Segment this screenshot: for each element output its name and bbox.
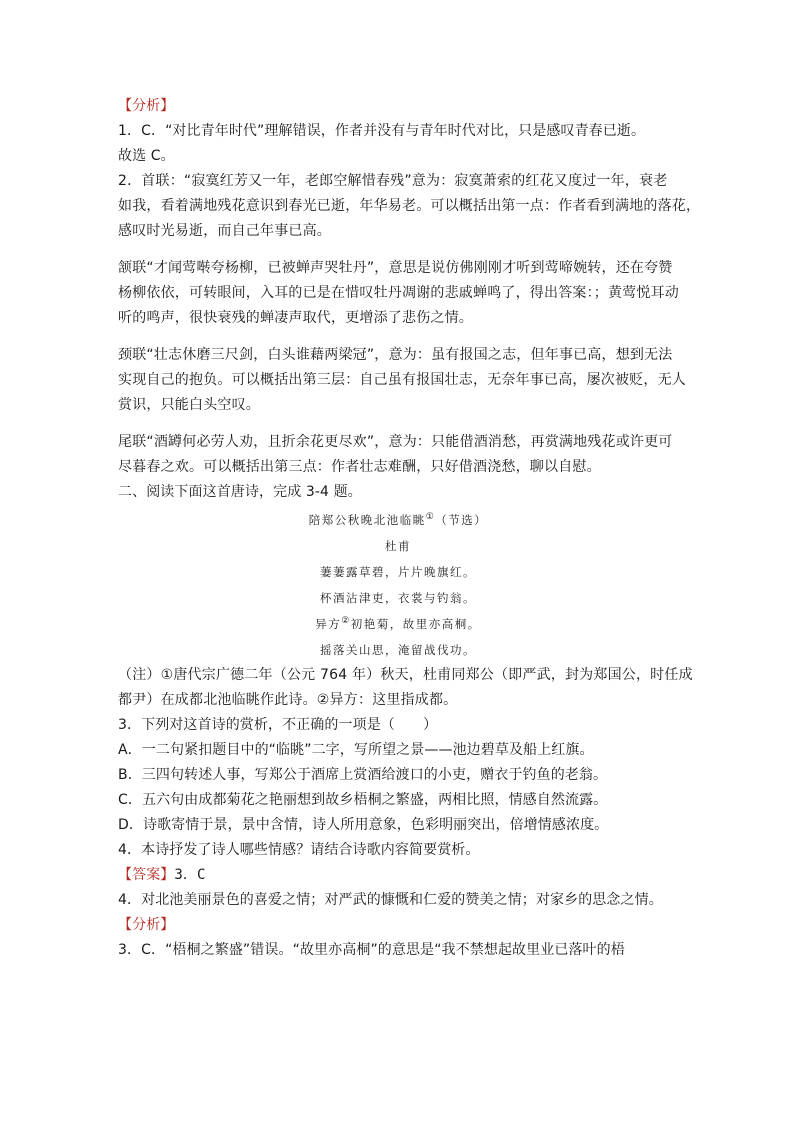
text-line: 感叹时光易逝，而自己年事已高。 bbox=[118, 223, 331, 239]
text-line: （注）①唐代宗广德二年（公元 764 年）秋天，杜甫同郑公（即严武，封为郑国公，时任成 bbox=[118, 667, 693, 683]
option-d: D．诗歌寄情于景，景中含情，诗人所用意象，色彩明丽突出，倍增情感浓度。 bbox=[118, 817, 609, 833]
analysis-tag-2: 【分析】 bbox=[118, 917, 175, 933]
option-c: C．五六句由成都菊花之艳丽想到故乡梧桐之繁盛，两相比照，情感自然流露。 bbox=[118, 792, 608, 808]
poem-notes bbox=[118, 663, 693, 713]
poem-line: 异方②初艳菊，故里亦高桐。 bbox=[315, 616, 481, 631]
analysis-tag: 【分析】 bbox=[118, 98, 175, 114]
poem-author: 杜甫 bbox=[385, 539, 411, 553]
text-line: 杨柳依依，可转眼间，入耳的已是在惜叹牡丹凋谢的悲戚蝉鸣了，得出答案：；黄莺悦耳动 bbox=[118, 285, 679, 301]
q2-weilian bbox=[118, 430, 678, 480]
analysis-q3: 3．C．“梧桐之繁盛”错误。“故里亦高桐”的意思是“我不禁想起故里业已落叶的梧 bbox=[118, 942, 625, 958]
poem-title: 陪郑公秋晚北池临眺①（节选） bbox=[308, 512, 488, 527]
text-line: 尽暮春之欢。可以概括出第三点：作者壮志难酬，只好借酒浇愁，聊以自慰。 bbox=[118, 459, 601, 475]
answer-q4: 4．对北池美丽景色的喜爱之情；对严武的慷慨和仁爱的赞美之情；对家乡的思念之情。 bbox=[118, 892, 663, 908]
answer-tag: 【答案】 bbox=[118, 867, 175, 883]
option-b: B．三四句转述人事，写郑公于酒席上赏酒给渡口的小吏，赠衣于钓鱼的老翁。 bbox=[118, 767, 608, 783]
q2-jinglian bbox=[118, 343, 686, 418]
poem-line: 萋萋露草碧，片片晚旗红。 bbox=[320, 565, 476, 579]
q2-hanlian bbox=[118, 256, 678, 331]
question-4: 4．本诗抒发了诗人哪些情感？请结合诗歌内容简要赏析。 bbox=[118, 842, 480, 858]
q1-analysis: 1．C．“对比青年时代”理解错误，作者并没有与青年时代对比，只是感叹青春已逝。 bbox=[118, 123, 646, 139]
poem-line: 杯酒沾津吏，衣裳与钓翁。 bbox=[320, 591, 476, 605]
q2-shoulian bbox=[118, 169, 701, 244]
text-line: 尾联“酒罇何必劳人劝，且折余花更尽欢”，意为：只能借酒消愁，再赏满地残花或许更可 bbox=[118, 434, 673, 450]
text-line: 实现自己的抱负。可以概括出第三层：自己虽有报国壮志，无奈年事已高，屡次被贬，无人 bbox=[118, 372, 686, 388]
answer-row bbox=[118, 863, 678, 888]
text-line: 颔联“才闻莺啭夸杨柳，已被蝉声哭牡丹”，意思是说仿佛刚刚才听到莺啼婉转，还在夸赞 bbox=[118, 260, 673, 276]
document-page bbox=[118, 94, 701, 963]
poem-line: 摇落关山思，淹留战伐功。 bbox=[320, 643, 476, 657]
text-line: 赏识，只能白头空叹。 bbox=[118, 397, 260, 413]
option-a: A．一二句紧扣题目中的“临眺”二字，写所望之景——池边碧草及船上红旗。 bbox=[118, 742, 594, 758]
footnote-marker: ① bbox=[425, 512, 436, 523]
text-line: 都尹）在成都北池临眺作此诗。②异方：这里指成都。 bbox=[118, 692, 458, 708]
section2-heading: 二、阅读下面这首唐诗，完成 3-4 题。 bbox=[118, 484, 362, 500]
answer-q3: 3．C bbox=[174, 867, 206, 883]
question-3: 3．下列对这首诗的赏析，不正确的一项是（ ） bbox=[118, 717, 438, 733]
text-line: 2．首联：“寂寞红芳又一年，老郎空解惜春残”意为：寂寞萧索的红花又度过一年，衰老 bbox=[118, 173, 668, 189]
q1-choice: 故选 C。 bbox=[118, 148, 175, 164]
text-line: 如我，看着满地残花意识到春光已逝，年华易老。可以概括出第一点：作者看到满地的落花， bbox=[118, 198, 701, 214]
poem bbox=[118, 507, 678, 663]
footnote-marker: ② bbox=[341, 616, 351, 627]
text-line: 听的鸣声，很快衰残的蝉凄声取代，更增添了悲伤之情。 bbox=[118, 310, 473, 326]
text-line: 颈联“壮志休磨三尺剑，白头谁藉两梁冠”，意为：虽有报国之志，但年事已高，想到无法 bbox=[118, 347, 673, 363]
